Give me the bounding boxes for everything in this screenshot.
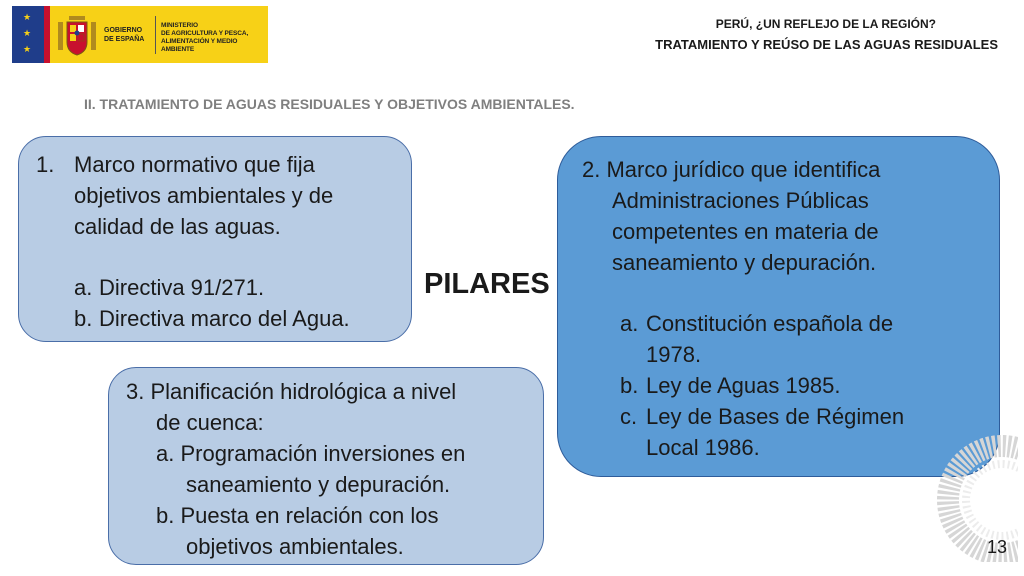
list-item-text: Directiva 91/271. bbox=[99, 275, 265, 300]
list-item-text: Local 1986. bbox=[646, 435, 760, 460]
pilares-label: PILARES bbox=[424, 268, 550, 300]
box-text-line: Marco normativo que fija bbox=[74, 152, 315, 177]
list-marker: a. bbox=[74, 275, 93, 300]
coat-of-arms-icon bbox=[56, 12, 98, 58]
box-text-line: calidad de las aguas. bbox=[74, 214, 281, 239]
list-marker: c. bbox=[620, 404, 638, 429]
list-item-text: Constitución española de bbox=[646, 311, 894, 336]
list-marker: b. bbox=[620, 373, 639, 398]
eu-flag-strip bbox=[12, 6, 44, 63]
list-marker: a. bbox=[620, 311, 639, 336]
ministerio-label: MINISTERIO DE AGRICULTURA Y PESCA, ALIMENTACIÓN Y MEDIO AMBIENTE bbox=[161, 22, 249, 53]
box-text-line: 2. Marco jurídico que identifica bbox=[582, 157, 881, 182]
list-marker: b. bbox=[74, 306, 93, 331]
pillar-box-legal bbox=[557, 136, 1000, 477]
list-item-text: objetivos ambientales. bbox=[186, 534, 404, 559]
box-text-line: competentes en materia de bbox=[612, 219, 879, 244]
box-text-line: saneamiento y depuración. bbox=[612, 250, 877, 275]
box-text-line: de cuenca: bbox=[156, 410, 264, 435]
star-icon: ★ bbox=[23, 28, 32, 38]
flag-stripe bbox=[44, 6, 50, 63]
list-item-text: Ley de Aguas 1985. bbox=[646, 373, 841, 398]
list-item-text: saneamiento y depuración. bbox=[186, 472, 451, 497]
box-text-line: 3. Planificación hidrológica a nivel bbox=[126, 379, 457, 404]
list-item-text: Ley de Bases de Régimen bbox=[646, 404, 905, 429]
logo-divider bbox=[155, 16, 156, 54]
box-text-line: objetivos ambientales y de bbox=[74, 183, 334, 208]
star-icon: ★ bbox=[23, 44, 32, 54]
pillar-box-planning bbox=[108, 367, 544, 565]
gobierno-label: GOBIERNO DE ESPAÑA bbox=[104, 27, 145, 43]
list-item-text: Directiva marco del Agua. bbox=[99, 306, 350, 331]
government-logo bbox=[12, 6, 268, 63]
header-title-bottom: TRATAMIENTO Y REÚSO DE LAS AGUAS RESIDUALES bbox=[655, 37, 998, 52]
list-item-text: b. Puesta en relación con los bbox=[156, 503, 439, 528]
header-title-top: PERÚ, ¿UN REFLEJO DE LA REGIÓN? bbox=[715, 17, 936, 31]
list-item-text: 1978. bbox=[646, 342, 702, 367]
box-text-line: Administraciones Públicas bbox=[612, 188, 869, 213]
list-number: 1. bbox=[36, 152, 55, 177]
star-icon: ★ bbox=[23, 12, 32, 22]
pillar-box-normative bbox=[18, 136, 412, 342]
page-number: 13 bbox=[987, 537, 1008, 557]
section-title: II. TRATAMIENTO DE AGUAS RESIDUALES Y OBJETIVOS AMBIENTALES. bbox=[84, 96, 575, 112]
list-item-text: a. Programación inversiones en bbox=[156, 441, 466, 466]
